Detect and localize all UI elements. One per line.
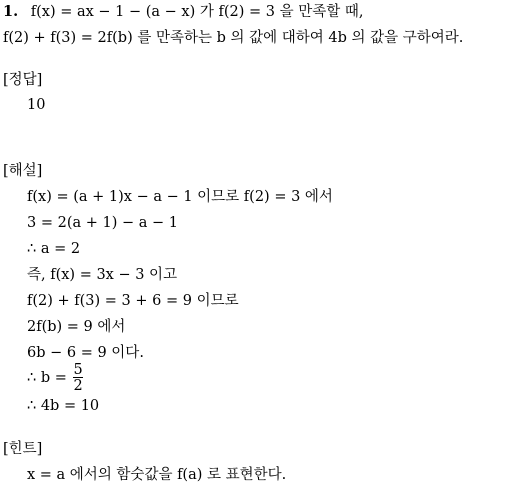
problem-statement-1: f(x) = ax − 1 − (a − x) 가 f(2) = 3 을 만족할 때, xyxy=(30,4,364,20)
solution-step-3: ∴ a = 2 xyxy=(27,241,81,257)
hint-text: x = a 에서의 함숫값을 f(a) 로 표현한다. xyxy=(27,467,287,483)
solution-step-2: 3 = 2(a + 1) − a − 1 xyxy=(27,215,178,231)
fraction-denominator: 2 xyxy=(73,378,83,394)
solution-step-5: f(2) + f(3) = 3 + 6 = 9 이므로 xyxy=(27,293,239,309)
answer-value: 10 xyxy=(27,97,46,113)
hint-label: [힌트] xyxy=(3,441,43,457)
fraction xyxy=(73,363,82,393)
answer-label: [정답] xyxy=(3,72,43,88)
solution-step-6: 2f(b) = 9 에서 xyxy=(27,319,126,335)
fraction-numerator: 5 xyxy=(73,362,83,378)
problem-number: 1. xyxy=(3,3,19,20)
solution-step-8 xyxy=(27,362,83,394)
solution-step-4: 즉, f(x) = 3x − 3 이고 xyxy=(27,267,178,283)
solution-step-1: f(x) = (a + 1)x − a − 1 이므로 f(2) = 3 에서 xyxy=(27,189,333,205)
problem-line-2: f(2) + f(3) = 2f(b) 를 만족하는 b 의 값에 대하여 4b 의 값을 구하여라. xyxy=(3,30,464,46)
solution-step-7: 6b − 6 = 9 이다. xyxy=(27,345,144,361)
problem-line-1 xyxy=(3,3,363,21)
solution-step-9: ∴ 4b = 10 xyxy=(27,398,100,414)
solution-label: [해설] xyxy=(3,163,43,179)
solution-step-8-text: ∴ b = xyxy=(27,370,67,386)
